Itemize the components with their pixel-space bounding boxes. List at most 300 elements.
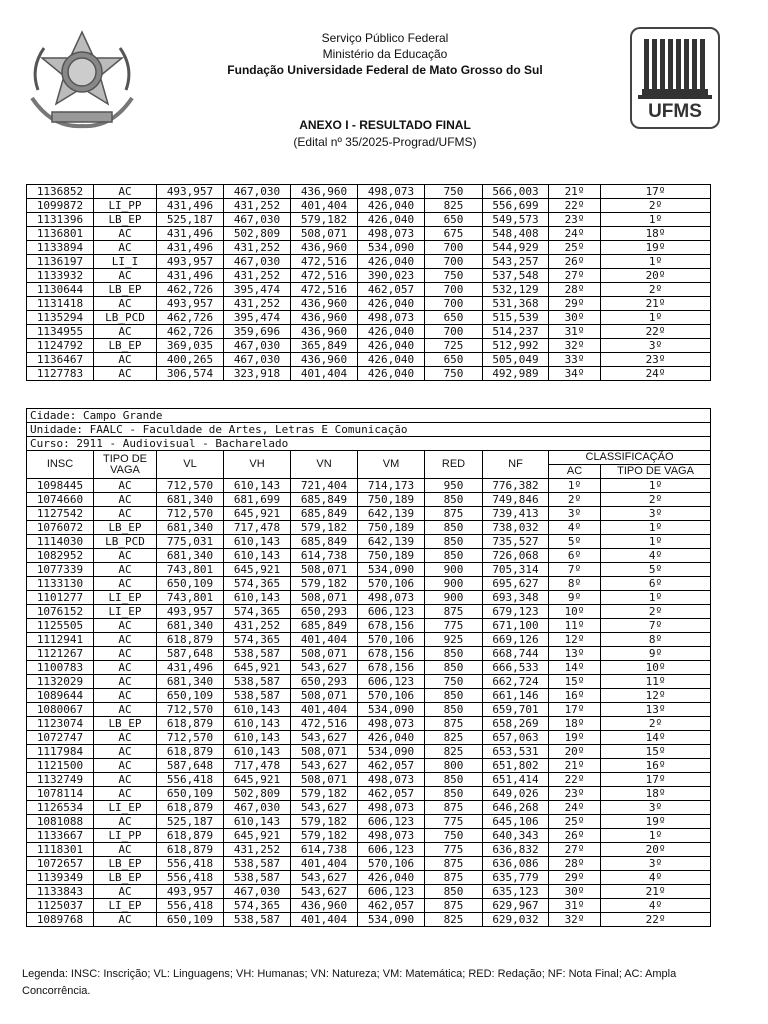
table-cell: 462,057 bbox=[358, 759, 425, 773]
table-cell: 678,156 bbox=[358, 619, 425, 633]
table-cell: 493,957 bbox=[157, 605, 224, 619]
table-row bbox=[27, 199, 711, 213]
table-cell: AC bbox=[94, 185, 157, 199]
table-cell: 574,365 bbox=[224, 605, 291, 619]
table-cell: 614,738 bbox=[291, 549, 358, 563]
table-cell: 750,189 bbox=[358, 493, 425, 507]
table-row bbox=[27, 297, 711, 311]
table-cell: 431,496 bbox=[157, 227, 224, 241]
table-cell: 22º bbox=[601, 325, 711, 339]
table-cell: 850 bbox=[425, 885, 483, 899]
table-cell: 549,573 bbox=[483, 213, 549, 227]
table-cell: 750 bbox=[425, 675, 483, 689]
table-cell: 717,478 bbox=[224, 521, 291, 535]
table-row bbox=[27, 717, 711, 731]
col-insc: INSC bbox=[27, 451, 94, 479]
table-cell: AC bbox=[94, 689, 157, 703]
table-row bbox=[27, 535, 711, 549]
table-cell: 401,404 bbox=[291, 703, 358, 717]
table-cell: 6º bbox=[601, 577, 711, 591]
edital-subtitle: (Edital nº 35/2025-Prograd/UFMS) bbox=[293, 135, 477, 149]
table-cell: 659,701 bbox=[483, 703, 549, 717]
table-cell: 23º bbox=[549, 213, 601, 227]
table-cell: 645,921 bbox=[224, 829, 291, 843]
table-cell: 610,143 bbox=[224, 703, 291, 717]
table-row bbox=[27, 577, 711, 591]
table-cell: 493,957 bbox=[157, 297, 224, 311]
table-cell: 472,516 bbox=[291, 255, 358, 269]
table-cell: 556,418 bbox=[157, 899, 224, 913]
table-row bbox=[27, 815, 711, 829]
table-cell: 825 bbox=[425, 731, 483, 745]
table-cell: 431,496 bbox=[157, 241, 224, 255]
table-cell: 681,340 bbox=[157, 521, 224, 535]
table-cell: 4º bbox=[601, 549, 711, 563]
table-cell: AC bbox=[94, 619, 157, 633]
table-cell: LI_EP bbox=[94, 591, 157, 605]
table-cell: 579,182 bbox=[291, 577, 358, 591]
table-cell: 651,802 bbox=[483, 759, 549, 773]
table-cell: 875 bbox=[425, 857, 483, 871]
table-cell: 1074660 bbox=[27, 493, 94, 507]
table-cell: 30º bbox=[549, 885, 601, 899]
table-cell: 618,879 bbox=[157, 843, 224, 857]
table-cell: 2º bbox=[549, 493, 601, 507]
table-cell: 401,404 bbox=[291, 199, 358, 213]
table-cell: 12º bbox=[601, 689, 711, 703]
table-cell: 538,587 bbox=[224, 871, 291, 885]
table-cell: 426,040 bbox=[358, 353, 425, 367]
table-cell: LB_EP bbox=[94, 283, 157, 297]
course-label: Curso: 2911 - Audiovisual - Bacharelado bbox=[27, 437, 711, 451]
table-cell: 23º bbox=[549, 787, 601, 801]
table-cell: AC bbox=[94, 885, 157, 899]
table-row bbox=[27, 213, 711, 227]
table-cell: 4º bbox=[549, 521, 601, 535]
table-cell: 498,073 bbox=[358, 311, 425, 325]
col-red: RED bbox=[425, 451, 483, 479]
table-cell: 9º bbox=[549, 591, 601, 605]
table-cell: AC bbox=[94, 913, 157, 927]
table-cell: 21º bbox=[601, 885, 711, 899]
table-cell: 618,879 bbox=[157, 717, 224, 731]
table-cell: 32º bbox=[549, 339, 601, 353]
table-cell: 20º bbox=[549, 745, 601, 759]
table-row bbox=[27, 507, 711, 521]
table-cell: 681,699 bbox=[224, 493, 291, 507]
table-cell: 1º bbox=[601, 829, 711, 843]
table-cell: LB_EP bbox=[94, 213, 157, 227]
table-cell: 1135294 bbox=[27, 311, 94, 325]
table-cell: 3º bbox=[601, 339, 711, 353]
table-cell: 666,533 bbox=[483, 661, 549, 675]
table-cell: 4º bbox=[601, 871, 711, 885]
table-row bbox=[27, 773, 711, 787]
table-row bbox=[27, 591, 711, 605]
table-cell: 472,516 bbox=[291, 269, 358, 283]
col-vl: VL bbox=[157, 451, 224, 479]
table-row bbox=[27, 731, 711, 745]
table-cell: 850 bbox=[425, 689, 483, 703]
table-cell: 502,809 bbox=[224, 227, 291, 241]
table-cell: 1130644 bbox=[27, 283, 94, 297]
table-cell: 508,071 bbox=[291, 227, 358, 241]
table-row bbox=[27, 325, 711, 339]
table-cell: 700 bbox=[425, 325, 483, 339]
table-row bbox=[27, 549, 711, 563]
table-cell: 693,348 bbox=[483, 591, 549, 605]
table-cell: 534,090 bbox=[358, 745, 425, 759]
results-table-continuation bbox=[26, 184, 711, 381]
table-cell: AC bbox=[94, 745, 157, 759]
table-cell: 436,960 bbox=[291, 353, 358, 367]
table-cell: 21º bbox=[549, 759, 601, 773]
table-cell: 323,918 bbox=[224, 367, 291, 381]
table-cell: 31º bbox=[549, 325, 601, 339]
table-cell: 3º bbox=[601, 507, 711, 521]
table-cell: 14º bbox=[549, 661, 601, 675]
table-cell: 436,960 bbox=[291, 311, 358, 325]
table-cell: 1077339 bbox=[27, 563, 94, 577]
table-cell: 426,040 bbox=[358, 199, 425, 213]
table-cell: 544,929 bbox=[483, 241, 549, 255]
annex-title: ANEXO I - RESULTADO FINAL bbox=[299, 118, 471, 132]
table-cell: 29º bbox=[549, 297, 601, 311]
table-cell: 4º bbox=[601, 899, 711, 913]
col-class-ac: AC bbox=[549, 465, 601, 479]
table-cell: 29º bbox=[549, 871, 601, 885]
table-cell: 395,474 bbox=[224, 311, 291, 325]
table-cell: 1136197 bbox=[27, 255, 94, 269]
table-cell: 850 bbox=[425, 493, 483, 507]
table-cell: 467,030 bbox=[224, 213, 291, 227]
table-cell: 22º bbox=[549, 773, 601, 787]
table-cell: 472,516 bbox=[291, 283, 358, 297]
table-cell: 717,478 bbox=[224, 759, 291, 773]
table-cell: AC bbox=[94, 297, 157, 311]
table-cell: 1121500 bbox=[27, 759, 94, 773]
table-cell: LB_EP bbox=[94, 857, 157, 871]
table-cell: 610,143 bbox=[224, 745, 291, 759]
table-cell: 685,849 bbox=[291, 493, 358, 507]
table-cell: 498,073 bbox=[358, 717, 425, 731]
table-cell: 365,849 bbox=[291, 339, 358, 353]
table-cell: 649,026 bbox=[483, 787, 549, 801]
logo-text: UFMS bbox=[648, 101, 702, 122]
table-cell: 610,143 bbox=[224, 815, 291, 829]
table-cell: 467,030 bbox=[224, 353, 291, 367]
table-cell: 875 bbox=[425, 801, 483, 815]
table-cell: 534,090 bbox=[358, 913, 425, 927]
table-cell: 776,382 bbox=[483, 479, 549, 493]
table-cell: 1133894 bbox=[27, 241, 94, 255]
table-cell: 462,726 bbox=[157, 325, 224, 339]
table-row bbox=[27, 311, 711, 325]
table-cell: 1º bbox=[601, 479, 711, 493]
table-cell: 1127542 bbox=[27, 507, 94, 521]
table-cell: 685,849 bbox=[291, 507, 358, 521]
table-cell: AC bbox=[94, 577, 157, 591]
table-cell: AC bbox=[94, 241, 157, 255]
table-cell: 685,849 bbox=[291, 535, 358, 549]
table-cell: 1126534 bbox=[27, 801, 94, 815]
table-cell: 31º bbox=[549, 899, 601, 913]
table-cell: AC bbox=[94, 563, 157, 577]
table-cell: 1118301 bbox=[27, 843, 94, 857]
table-cell: 650 bbox=[425, 311, 483, 325]
table-cell: 653,531 bbox=[483, 745, 549, 759]
table-cell: 606,123 bbox=[358, 815, 425, 829]
col-classificacao: CLASSIFICAÇÃO bbox=[549, 451, 711, 465]
table-cell: 556,418 bbox=[157, 871, 224, 885]
table-row bbox=[27, 787, 711, 801]
table-cell: 650,109 bbox=[157, 577, 224, 591]
table-cell: 18º bbox=[601, 787, 711, 801]
table-cell: 27º bbox=[549, 269, 601, 283]
table-cell: 1081088 bbox=[27, 815, 94, 829]
table-cell: 651,414 bbox=[483, 773, 549, 787]
col-vh: VH bbox=[224, 451, 291, 479]
table-cell: 534,090 bbox=[358, 563, 425, 577]
table-cell: 10º bbox=[601, 661, 711, 675]
table-cell: 492,989 bbox=[483, 367, 549, 381]
table-cell: 875 bbox=[425, 605, 483, 619]
table-cell: AC bbox=[94, 507, 157, 521]
table-cell: 1114030 bbox=[27, 535, 94, 549]
table-cell: 400,265 bbox=[157, 353, 224, 367]
table-row bbox=[27, 283, 711, 297]
table-cell: 20º bbox=[601, 269, 711, 283]
results-table-audiovisual bbox=[26, 408, 711, 927]
table-cell: 532,129 bbox=[483, 283, 549, 297]
table-cell: AC bbox=[94, 759, 157, 773]
table-cell: 306,574 bbox=[157, 367, 224, 381]
table-cell: 543,627 bbox=[291, 661, 358, 675]
table-cell: 950 bbox=[425, 479, 483, 493]
table-row bbox=[27, 521, 711, 535]
table-cell: 426,040 bbox=[358, 871, 425, 885]
table-cell: LB_EP bbox=[94, 339, 157, 353]
table-cell: 700 bbox=[425, 241, 483, 255]
table-cell: AC bbox=[94, 493, 157, 507]
table-cell: 12º bbox=[549, 633, 601, 647]
table-cell: 1º bbox=[601, 311, 711, 325]
table-cell: 8º bbox=[549, 577, 601, 591]
table-cell: 618,879 bbox=[157, 745, 224, 759]
table-cell: 712,570 bbox=[157, 507, 224, 521]
table-cell: 543,627 bbox=[291, 885, 358, 899]
table-cell: 712,570 bbox=[157, 479, 224, 493]
table-cell: 24º bbox=[601, 367, 711, 381]
table-cell: 1127783 bbox=[27, 367, 94, 381]
table-cell: 629,967 bbox=[483, 899, 549, 913]
table-cell: 1080067 bbox=[27, 703, 94, 717]
table-cell: 431,252 bbox=[224, 297, 291, 311]
table-cell: 538,587 bbox=[224, 675, 291, 689]
table-cell: 850 bbox=[425, 647, 483, 661]
table-cell: 426,040 bbox=[358, 213, 425, 227]
table-cell: 900 bbox=[425, 591, 483, 605]
table-cell: 606,123 bbox=[358, 675, 425, 689]
table-cell: 556,418 bbox=[157, 857, 224, 871]
table-cell: 6º bbox=[549, 549, 601, 563]
header-line-university: Fundação Universidade Federal de Mato Grosso do Sul bbox=[227, 63, 543, 77]
table-cell: 618,879 bbox=[157, 829, 224, 843]
table-cell: 642,139 bbox=[358, 507, 425, 521]
table-cell: 1078114 bbox=[27, 787, 94, 801]
table-cell: 875 bbox=[425, 717, 483, 731]
table-cell: 1136467 bbox=[27, 353, 94, 367]
table-cell: 1121267 bbox=[27, 647, 94, 661]
table-cell: 426,040 bbox=[358, 731, 425, 745]
legend: Legenda: INSC: Inscrição; VL: Linguagens; VH: Humanas; VN: Natureza; VM: Matemática; RED: Redação; NF: Nota Final; AC: Ampla Concorrência. bbox=[22, 968, 677, 997]
table-cell: 636,832 bbox=[483, 843, 549, 857]
table-row bbox=[27, 675, 711, 689]
table-cell: 610,143 bbox=[224, 549, 291, 563]
table-cell: 1136852 bbox=[27, 185, 94, 199]
table-cell: 426,040 bbox=[358, 255, 425, 269]
header-line-ministry: Ministério da Educação bbox=[322, 47, 448, 61]
table-cell: 650,293 bbox=[291, 605, 358, 619]
table-cell: 537,548 bbox=[483, 269, 549, 283]
table-cell: 743,801 bbox=[157, 591, 224, 605]
header-line-service: Serviço Público Federal bbox=[321, 31, 449, 45]
table-cell: 543,627 bbox=[291, 759, 358, 773]
table-cell: AC bbox=[94, 731, 157, 745]
table-cell: 401,404 bbox=[291, 633, 358, 647]
table-cell: 1º bbox=[601, 591, 711, 605]
table-cell: 538,587 bbox=[224, 647, 291, 661]
table-cell: 21º bbox=[549, 185, 601, 199]
table-cell: 606,123 bbox=[358, 885, 425, 899]
table-cell: 712,570 bbox=[157, 731, 224, 745]
table-cell: 1089768 bbox=[27, 913, 94, 927]
table-row bbox=[27, 241, 711, 255]
table-cell: 426,040 bbox=[358, 339, 425, 353]
table-cell: LB_EP bbox=[94, 521, 157, 535]
table-cell: 1132029 bbox=[27, 675, 94, 689]
table-cell: 538,587 bbox=[224, 857, 291, 871]
table-cell: 22º bbox=[549, 199, 601, 213]
table-row bbox=[27, 619, 711, 633]
table-cell: 467,030 bbox=[224, 801, 291, 815]
table-cell: 18º bbox=[601, 227, 711, 241]
table-cell: 579,182 bbox=[291, 213, 358, 227]
table-row bbox=[27, 367, 711, 381]
table-cell: 431,496 bbox=[157, 269, 224, 283]
table-cell: 5º bbox=[601, 563, 711, 577]
table-cell: 2º bbox=[601, 605, 711, 619]
table-cell: 1098445 bbox=[27, 479, 94, 493]
table-cell: 1131396 bbox=[27, 213, 94, 227]
table-cell: 27º bbox=[549, 843, 601, 857]
table-cell: 34º bbox=[549, 367, 601, 381]
table-cell: 681,340 bbox=[157, 675, 224, 689]
table-cell: 462,057 bbox=[358, 787, 425, 801]
table-cell: LI_EP bbox=[94, 801, 157, 815]
table-cell: 642,139 bbox=[358, 535, 425, 549]
table-cell: 1117984 bbox=[27, 745, 94, 759]
table-cell: 556,699 bbox=[483, 199, 549, 213]
table-cell: 668,744 bbox=[483, 647, 549, 661]
table-cell: 498,073 bbox=[358, 227, 425, 241]
table-cell: 875 bbox=[425, 871, 483, 885]
table-cell: 19º bbox=[601, 815, 711, 829]
col-tipo-line2: VAGA bbox=[110, 463, 140, 476]
table-row bbox=[27, 857, 711, 871]
table-cell: 925 bbox=[425, 633, 483, 647]
table-cell: 493,957 bbox=[157, 885, 224, 899]
table-cell: 22º bbox=[601, 913, 711, 927]
table-cell: 681,340 bbox=[157, 549, 224, 563]
table-cell: 16º bbox=[549, 689, 601, 703]
table-cell: 850 bbox=[425, 703, 483, 717]
table-cell: 645,921 bbox=[224, 507, 291, 521]
table-cell: 629,032 bbox=[483, 913, 549, 927]
table-cell: LI_I bbox=[94, 255, 157, 269]
table-cell: 675 bbox=[425, 227, 483, 241]
table-cell: 24º bbox=[549, 227, 601, 241]
table-cell: 714,173 bbox=[358, 479, 425, 493]
table-cell: 28º bbox=[549, 283, 601, 297]
table-cell: 850 bbox=[425, 773, 483, 787]
table-cell: 1125505 bbox=[27, 619, 94, 633]
table-cell: 1º bbox=[549, 479, 601, 493]
table-cell: 671,100 bbox=[483, 619, 549, 633]
table-cell: 640,343 bbox=[483, 829, 549, 843]
table-cell: 618,879 bbox=[157, 633, 224, 647]
table-cell: 462,726 bbox=[157, 283, 224, 297]
col-nf: NF bbox=[483, 451, 549, 479]
table-cell: 534,090 bbox=[358, 241, 425, 255]
table-cell: 426,040 bbox=[358, 297, 425, 311]
table-row bbox=[27, 227, 711, 241]
table-cell: 645,106 bbox=[483, 815, 549, 829]
table-cell: 749,846 bbox=[483, 493, 549, 507]
table-cell: 515,539 bbox=[483, 311, 549, 325]
table-cell: 850 bbox=[425, 549, 483, 563]
table-cell: 850 bbox=[425, 521, 483, 535]
table-cell: 1124792 bbox=[27, 339, 94, 353]
table-cell: 587,648 bbox=[157, 759, 224, 773]
table-row bbox=[27, 871, 711, 885]
table-cell: 431,252 bbox=[224, 843, 291, 857]
table-cell: 645,921 bbox=[224, 773, 291, 787]
table-cell: 1132749 bbox=[27, 773, 94, 787]
table-cell: 26º bbox=[549, 829, 601, 843]
table-cell: 436,960 bbox=[291, 185, 358, 199]
table-cell: 431,252 bbox=[224, 269, 291, 283]
table-cell: 650 bbox=[425, 353, 483, 367]
table-cell: 431,496 bbox=[157, 199, 224, 213]
table-cell: 548,408 bbox=[483, 227, 549, 241]
table-cell: 498,073 bbox=[358, 185, 425, 199]
table-row bbox=[27, 801, 711, 815]
table-cell: AC bbox=[94, 843, 157, 857]
table-cell: 1133843 bbox=[27, 885, 94, 899]
table-cell: 1072657 bbox=[27, 857, 94, 871]
table-cell: 18º bbox=[549, 717, 601, 731]
ufms-logo bbox=[630, 27, 720, 129]
table-cell: 21º bbox=[601, 297, 711, 311]
table-cell: 2º bbox=[601, 493, 711, 507]
table-cell: 1º bbox=[601, 213, 711, 227]
table-cell: AC bbox=[94, 647, 157, 661]
table-row bbox=[27, 913, 711, 927]
table-cell: AC bbox=[94, 269, 157, 283]
table-cell: 467,030 bbox=[224, 339, 291, 353]
table-row bbox=[27, 843, 711, 857]
